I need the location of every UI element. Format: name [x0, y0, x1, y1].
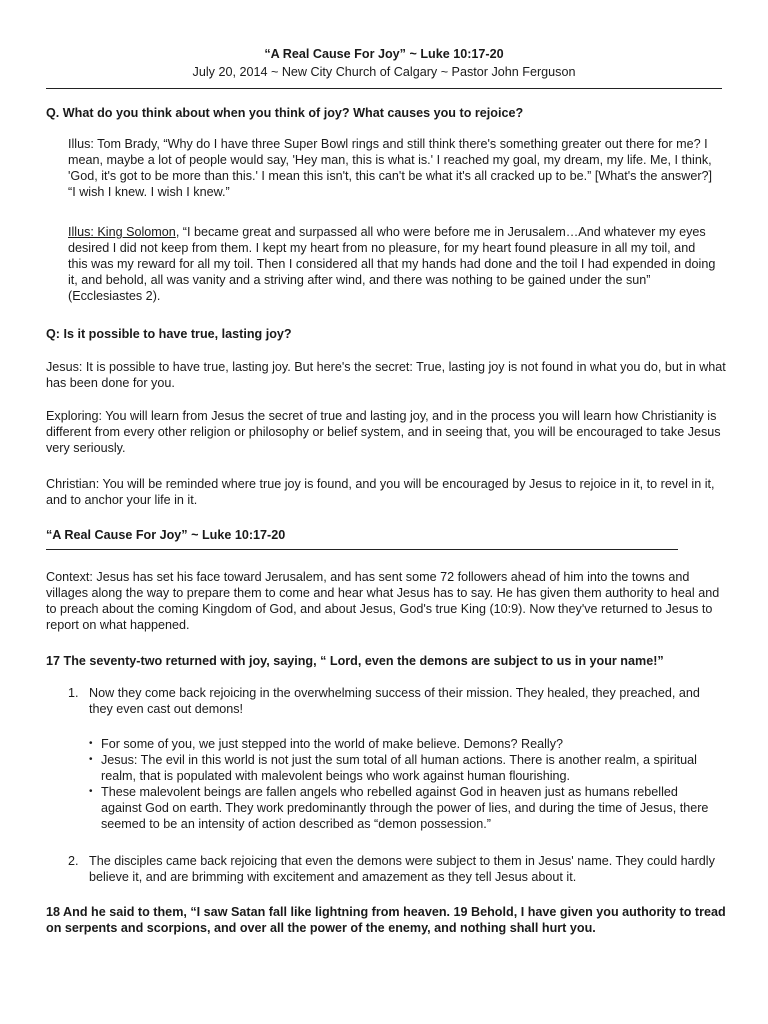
- illustration-tom-brady: Illus: Tom Brady, “Why do I have three Super Bowl rings and still think there's something greater out there for me? I mean, maybe a lot of people would say, 'Hey man, this is what is.' I reached my goal, my dream, my life. Me, I think, 'God, it's got to be more than this.' I mean this isn't, this can't be what it's all cracked up to be.” [What's the answer?] “I wish I knew. I wish I knew.”: [68, 137, 713, 199]
- verse-17: 17 The seventy-two returned with joy, saying, “ Lord, even the demons are subject to us in your name!”: [46, 654, 664, 668]
- doc-title: “A Real Cause For Joy” ~ Luke 10:17-20: [264, 47, 504, 61]
- point-1-text: Now they come back rejoicing in the overwhelming success of their mission. They healed, they preached, and they even cast out demons!: [89, 686, 700, 716]
- section-title: [46, 527, 726, 543]
- question-1: Q. What do you think about when you think of joy? What causes you to rejoice?: [46, 106, 524, 120]
- question-2: Q: Is it possible to have true, lasting joy?: [46, 327, 292, 341]
- point-1: [68, 685, 718, 717]
- illustration-king-solomon: [68, 224, 718, 304]
- illustration-label: Illus: King Solomon: [68, 225, 176, 239]
- section-divider: [46, 549, 678, 550]
- context-paragraph: Context: Jesus has set his face toward Jerusalem, and has sent some 72 followers ahead of him into the towns and villages along the way to prepare them to come and hear what Jesus has to say. He has given them authority to heal and to preach about the coming Kingdom of God, and about Jesus, God's true King (10:9). Now they've returned to Jesus to report on what happened.: [46, 570, 720, 632]
- paragraph-jesus: Jesus: It is possible to have true, lasting joy. But here's the secret: True, lasting joy is not found in what you do, but in what has been done for you.: [46, 360, 726, 390]
- paragraph-christian: Christian: You will be reminded where true joy is found, and you will be encouraged by Jesus to rejoice in it, to revel in it, and to anchor your life in it.: [46, 477, 715, 507]
- section-title-text: “A Real Cause For Joy” ~ Luke 10:17-20: [46, 528, 286, 542]
- point-2: [68, 853, 718, 885]
- point-2-text: The disciples came back rejoicing that even the demons were subject to them in Jesus' name. They could hardly believe it, and are brimming with excitement and amazement as they tell Jesus about it.: [89, 854, 715, 884]
- bullet-item: • For some of you, we just stepped into the world of make believe. Demons? Really?: [89, 736, 719, 752]
- point-1-number: 1.: [68, 686, 79, 700]
- verse-18-19: 18 And he said to them, “I saw Satan fall like lightning from heaven. 19 Behold, I have given you authority to tread on serpents and scorpions, and over all the power of the enemy, and nothing shall hurt you.: [46, 905, 726, 935]
- bullet-item: • These malevolent beings are fallen angels who rebelled against God in heaven just as humans rebelled against God on earth. They work predominantly through the power of lies, and during the time of Jesus, there seemed to be an intensity of action described as “demon possession.”: [89, 784, 719, 832]
- doc-subtitle: July 20, 2014 ~ New City Church of Calgary ~ Pastor John Ferguson: [192, 65, 576, 79]
- point-2-number: 2.: [68, 854, 79, 868]
- illustration-text: , “I became great and surpassed all who were before me in Jerusalem…And whatever my eyes desired I did not keep from them. I kept my heart from no pleasure, for my heart found pleasure in all my toil, and this was my reward for all my toil. Then I considered all that my hands had done and the toil I had expended in doing it, and behold, all was vanity and a striving after wind, and there was nothing to be gained under the sun” (Ecclesiastes 2).: [68, 225, 716, 303]
- header-divider: [46, 88, 722, 89]
- bullet-item: • Jesus: The evil in this world is not just the sum total of all human actions. There is another realm, a spiritual realm, that is populated with malevolent beings who work against human flourishing.: [89, 752, 719, 784]
- point-1-bullets: [89, 736, 719, 832]
- paragraph-exploring: Exploring: You will learn from Jesus the secret of true and lasting joy, and in the process you will learn how Christianity is different from every other religion or philosophy or belief system, and in seeing that, you will be encouraged to take Jesus very seriously.: [46, 409, 721, 455]
